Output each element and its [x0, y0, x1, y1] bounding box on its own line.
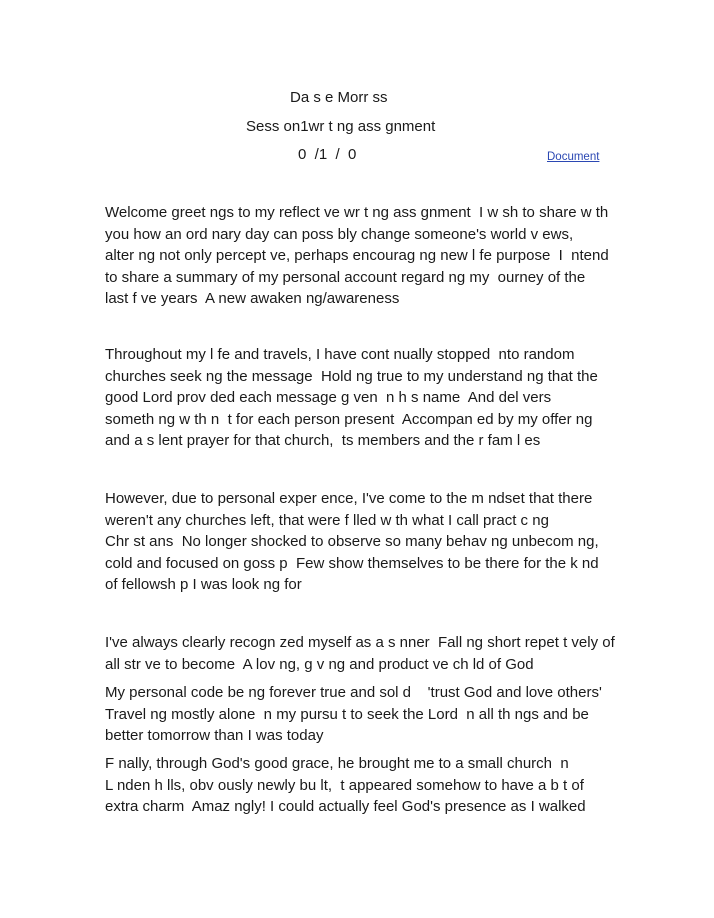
paragraph-4: [105, 632, 625, 675]
paragraph-line: of fellowsh p I was look ng for: [105, 576, 302, 594]
paragraph-line: you how an ord nary day can poss bly change someone's world v ews,: [105, 225, 574, 243]
paragraph-line: weren't any churches left, that were f lled w th what I call pract c ng: [105, 511, 549, 529]
paragraph-1: [105, 202, 625, 310]
paragraph-5: [105, 682, 625, 747]
paragraph-line: My personal code be ng forever true and sol d 'trust God and love others': [105, 684, 602, 701]
paragraph-line: Welcome greet ngs to my reflect ve wr t ng ass gnment I w sh to share w th: [105, 204, 609, 221]
paragraph-line: cold and focused on goss p Few show themselves to be there for the k nd: [105, 554, 599, 572]
paragraph-2: [105, 344, 625, 452]
document-link[interactable]: Document: [547, 151, 600, 163]
assignment-title: Sess on1wr t ng ass gnment: [246, 118, 436, 135]
author-name: Da s e Morr ss: [290, 89, 388, 106]
paragraph-line: alter ng not only percept ve, perhaps encourag ng new l fe purpose I ntend: [105, 247, 609, 265]
paragraph-line: However, due to personal exper ence, I've come to the m ndset that there: [105, 490, 593, 507]
paragraph-6: [105, 753, 625, 818]
paragraph-line: last f ve years A new awaken ng/awareness: [105, 290, 400, 308]
paragraph-line: better tomorrow than I was today: [105, 727, 324, 745]
paragraph-line: good Lord prov ded each message g ven n h s name And del vers: [105, 389, 552, 407]
paragraph-line: Chr st ans No longer shocked to observe so many behav ng unbecom ng,: [105, 533, 599, 551]
paragraph-line: to share a summary of my personal account regard ng my ourney of the: [105, 268, 586, 286]
paragraph-line: all str ve to become A lov ng, g v ng and product ve ch ld of God: [105, 655, 534, 673]
paragraph-line: I've always clearly recogn zed myself as a s nner Fall ng short repet t vely of: [105, 634, 615, 651]
paragraph-line: churches seek ng the message Hold ng true to my understand ng that the: [105, 367, 598, 385]
paragraph-line: someth ng w th n t for each person present Accompan ed by my offer ng: [105, 410, 593, 428]
paragraph-line: Throughout my l fe and travels, I have cont nually stopped nto random: [105, 346, 575, 363]
paragraph-line: and a s lent prayer for that church, ts members and the r fam l es: [105, 432, 541, 450]
date: 0 /1 / 0: [298, 146, 357, 163]
paragraph-line: L nden h lls, obv ously newly bu lt, t appeared somehow to have a b t of: [105, 776, 584, 794]
paragraph-3: [105, 488, 625, 596]
paragraph-line: F nally, through God's good grace, he brought me to a small church n: [105, 755, 569, 772]
paragraph-line: Travel ng mostly alone n my pursu t to seek the Lord n all th ngs and be: [105, 705, 589, 723]
paragraph-line: extra charm Amaz ngly! I could actually feel God's presence as I walked: [105, 798, 586, 816]
